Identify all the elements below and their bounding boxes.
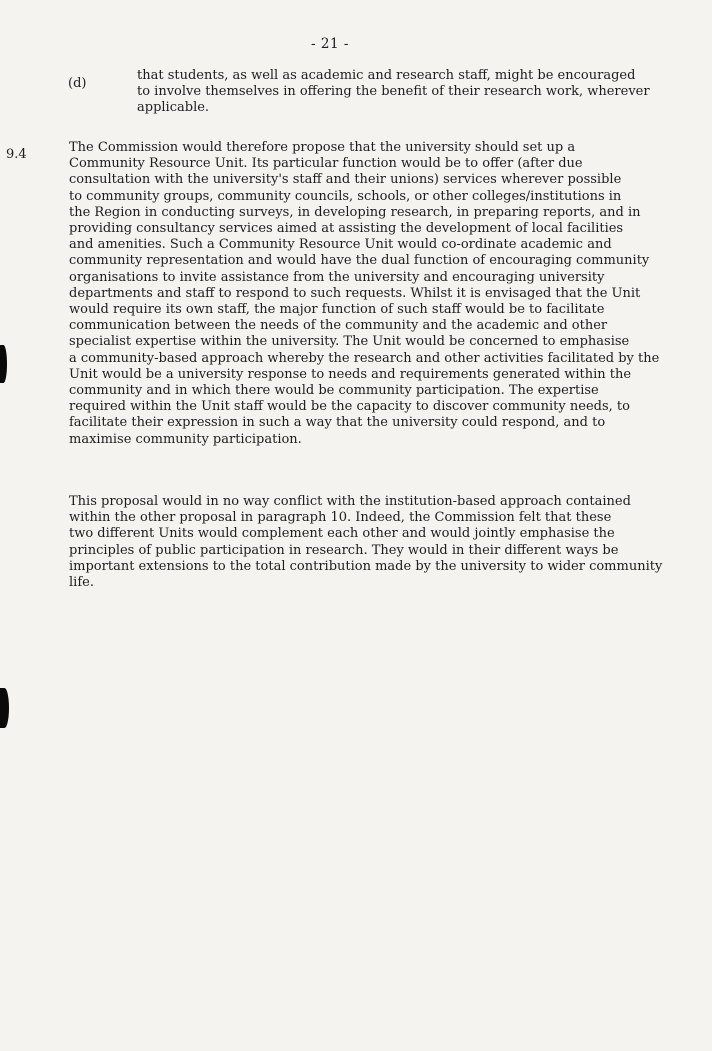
text-line: maximise community participation. [69, 431, 302, 447]
item-text [137, 68, 677, 117]
punch-hole [0, 345, 7, 383]
text-line: would require its own staff, the major function of such staff would be to facilitate [69, 302, 605, 318]
paragraph-2 [69, 494, 684, 591]
text-line: Community Resource Unit. Its particular function would be to offer (after due [69, 156, 583, 172]
text-line: applicable. [137, 100, 210, 116]
text-line: that students, as well as academic and research staff, might be encouraged [137, 68, 636, 83]
page-number: - 21 - [311, 36, 349, 52]
text-line: to community groups, community councils, schools, or other colleges/institutions in [69, 188, 622, 204]
text-line: principles of public participation in research. They would in their different ways be [69, 542, 619, 558]
section-number: 9.4 [6, 147, 27, 162]
text-line: to involve themselves in offering the benefit of their research work, wherever [137, 84, 650, 100]
text-line: providing consultancy services aimed at assisting the development of local facilities [69, 221, 624, 237]
text-line: consultation with the university's staff and their unions) services wherever possible [69, 172, 622, 188]
text-line: community representation and would have the dual function of encouraging community [69, 253, 650, 269]
text-line: community and in which there would be community participation. The expertise [69, 383, 599, 399]
text-line: organisations to invite assistance from the university and encouraging university [69, 269, 605, 285]
text-line: life. [69, 575, 94, 591]
text-line: Unit would be a university response to needs and requirements generated within the [69, 366, 632, 382]
item-label: (d) [68, 76, 87, 91]
text-line: required within the Unit staff would be the capacity to discover community needs, to [69, 399, 630, 415]
text-line: departments and staff to respond to such requests. Whilst it is envisaged that the Unit [69, 285, 641, 301]
text-line: specialist expertise within the university. The Unit would be concerned to emphasise [69, 334, 630, 350]
text-line: the Region in conducting surveys, in developing research, in preparing reports, and in [69, 204, 641, 220]
text-line: This proposal would in no way conflict with the institution-based approach contained [69, 494, 631, 509]
text-line: The Commission would therefore propose that the university should set up a [69, 140, 576, 155]
text-line: two different Units would complement each other and would jointly emphasise the [69, 526, 615, 542]
text-line: a community-based approach whereby the research and other activities facilitated by the [69, 350, 660, 366]
punch-hole [0, 688, 9, 728]
text-line: communication between the needs of the community and the academic and other [69, 318, 608, 334]
text-line: and amenities. Such a Community Resource Unit would co-ordinate academic and [69, 237, 612, 253]
text-line: within the other proposal in paragraph 10. Indeed, the Commission felt that these [69, 510, 612, 526]
text-line: facilitate their expression in such a way that the university could respond, and to [69, 415, 606, 431]
text-line: important extensions to the total contribution made by the university to wider community [69, 558, 663, 574]
paragraph-1 [69, 140, 659, 448]
